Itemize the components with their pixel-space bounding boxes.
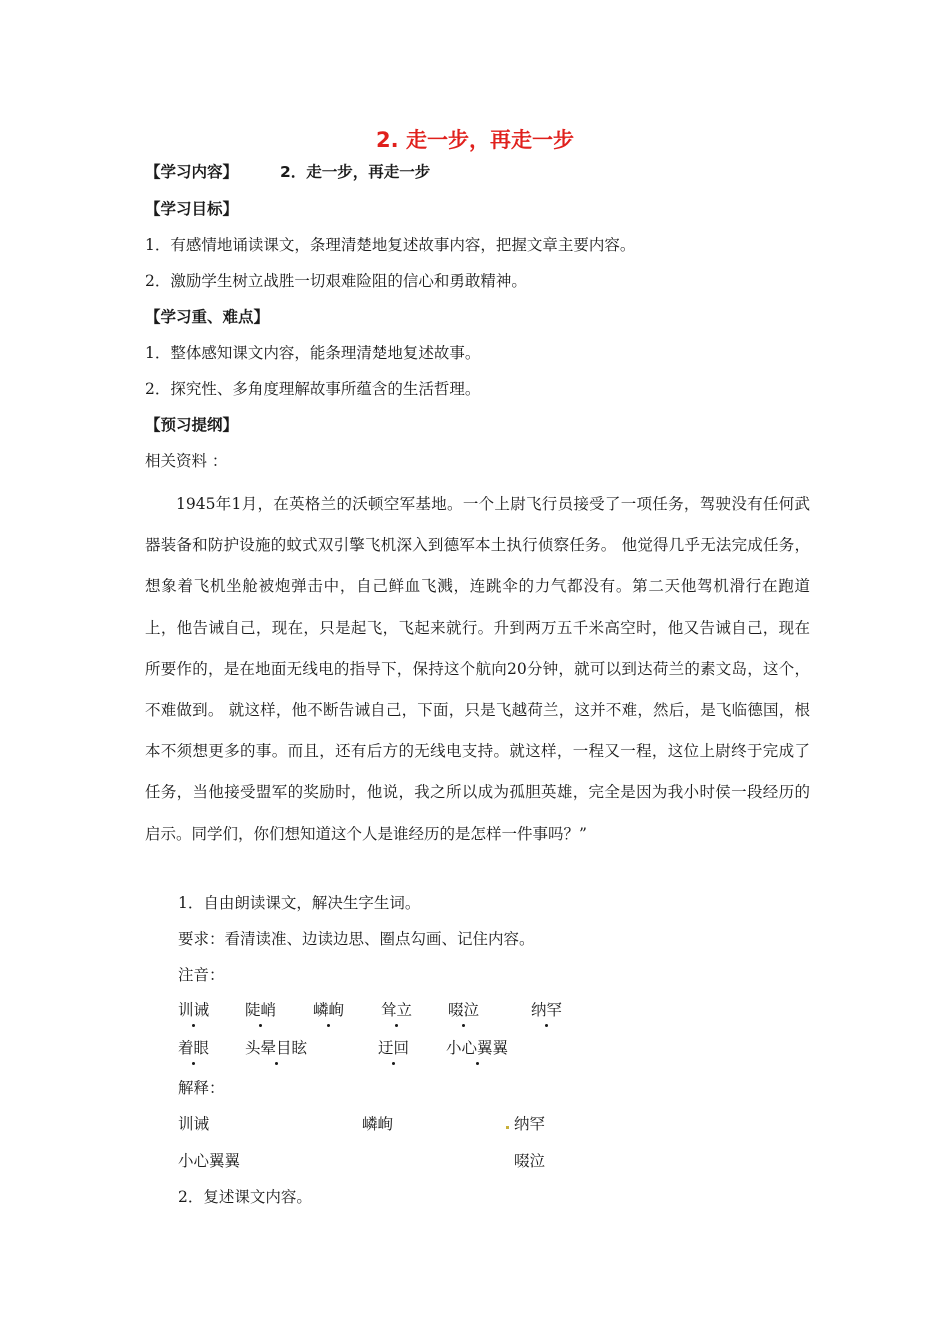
marker-dot-icon [506,1126,509,1129]
pinyin-word [448,1000,479,1020]
pinyin-label: 注音： [178,966,225,984]
emphasis-dot-word: 着眼 [178,1039,210,1057]
content-value: 2．走一步，再走一步 [280,163,431,181]
explain-word: 啜泣 [514,1152,546,1170]
pinyin-word [245,1000,276,1020]
explain-word: 纳罕 [513,1115,545,1133]
explain-word: 嶙峋 [362,1115,394,1133]
requirement: 要求：看清读准、边读边思、圈点勾画、记住内容。 [178,930,535,948]
pinyin-word [313,1000,344,1020]
emphasis-dot-word: 嶙峋 [313,1001,345,1019]
pinyin-word [531,1000,562,1020]
materials-label: 相关资料 ： [145,452,228,470]
key-point-item-1: 1．整体感知课文内容，能条理清楚地复述故事。 [145,344,481,362]
pinyin-word [178,1000,209,1020]
emphasis-dot-word: 纳罕 [531,1001,563,1019]
emphasis-dot-word: 训诫 [178,1001,210,1019]
emphasis-dot-word: 陡峭 [245,1001,277,1019]
task-1: 1．自由朗读课文，解决生字生词。 [178,894,421,912]
explain-label: 解释： [178,1079,225,1097]
emphasis-dot-word: 迂回 [378,1039,410,1057]
explain-word-with-mark [505,1114,545,1134]
pinyin-word [245,1038,307,1058]
objective-item-1: 1．有感情地诵读课文，条理清楚地复述故事内容，把握文章主要内容。 [145,236,636,254]
task-2: 2．复述课文内容。 [178,1188,312,1206]
explain-word: 训诫 [178,1115,210,1133]
page-title: 2. 走一步，再走一步 [376,128,574,152]
emphasis-dot-word: 啜泣 [448,1001,480,1019]
objective-item-2: 2．激励学生树立战胜一切艰难险阻的信心和勇敢精神。 [145,272,527,290]
explain-word: 小心翼翼 [178,1152,241,1170]
pinyin-word [446,1038,508,1058]
pinyin-word [178,1038,209,1058]
emphasis-dot-word: 耸立 [381,1001,413,1019]
key-points-label: 【学习重、难点】 [145,308,270,326]
story-paragraph: 1945年1月，在英格兰的沃顿空军基地。一个上尉飞行员接受了一项任务，驾驶没有任何武器装备和防护设施的蚊式双引擎飞机深入到德军本土执行侦察任务。 他觉得几乎无法完成任务，想象着飞机坐舱被炮弹击中，自己鲜血飞溅，连跳伞的力气都没有。第二天他驾机滑行在跑道上，他告诫自己，现在，只是起飞，飞起来就行。升到两万五千米高空时，他又告诫自己，现在所要作的，是在地面无线电的指导下，保持这个航向20分钟，就可以到达荷兰的素文岛，这个，不难做到。 就这样，他不断告诫自己，下面，只是飞越荷兰，这并不难，然后，是飞临德国，根本不须想更多的事。而且，还有后方的无线电支持。就这样，一程又一程，这位上尉终于完成了任务，当他接受盟军的奖励时，他说，我之所以成为孤胆英雄，完全是因为我小时侯一段经历的启示。同学们，你们想知道这个人是谁经历的是怎样一件事吗？” [145,495,810,843]
preview-label: 【预习提纲】 [145,416,239,434]
pinyin-word [378,1038,409,1058]
content-label: 【学习内容】 [145,163,239,181]
key-point-item-2: 2．探究性、多角度理解故事所蕴含的生活哲理。 [145,380,481,398]
emphasis-dot-word: 头晕目眩 [245,1039,308,1057]
pinyin-word [381,1000,412,1020]
objectives-label: 【学习目标】 [145,200,239,218]
emphasis-dot-word: 小心翼翼 [446,1039,509,1057]
